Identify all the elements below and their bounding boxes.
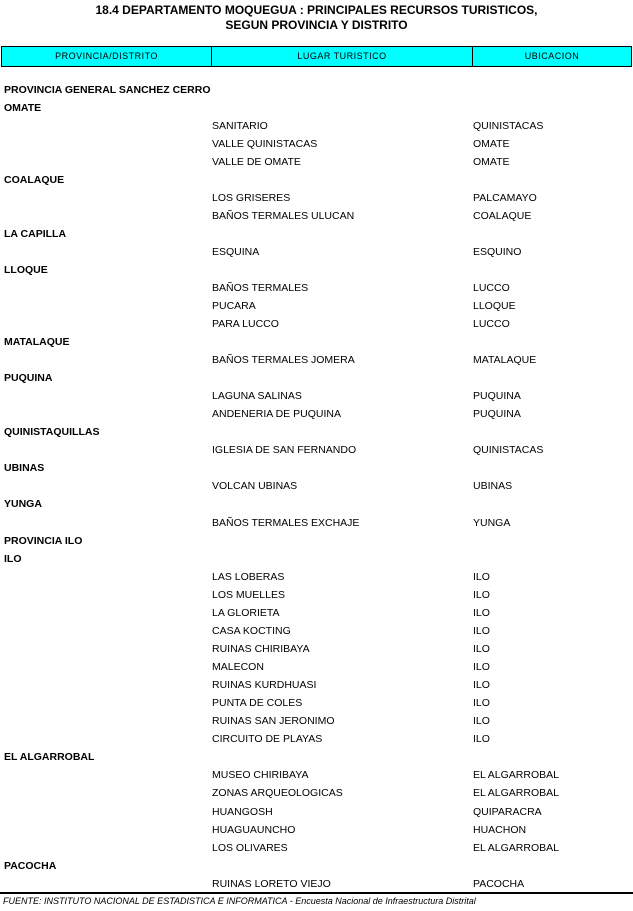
table-row (0, 477, 633, 495)
cell-provincia-distrito: OMATE (4, 102, 42, 114)
table-row (0, 189, 633, 207)
cell-lugar-turistico: LAGUNA SALINAS (212, 390, 302, 402)
table-row (0, 135, 633, 153)
table-row (0, 153, 633, 171)
group-row (0, 261, 633, 279)
cell-ubicacion: ILO (473, 607, 490, 619)
cell-lugar-turistico: SANITARIO (212, 120, 268, 132)
cell-ubicacion: ILO (473, 643, 490, 655)
cell-ubicacion: EL ALGARROBAL (473, 787, 559, 799)
cell-ubicacion: PALCAMAYO (473, 192, 537, 204)
table-subtitle: SEGUN PROVINCIA Y DISTRITO (225, 18, 408, 32)
table-row (0, 387, 633, 405)
cell-ubicacion: OMATE (473, 138, 510, 150)
table-row (0, 297, 633, 315)
cell-lugar-turistico: RUINAS KURDHUASI (212, 679, 317, 691)
group-row (0, 333, 633, 351)
cell-provincia-distrito: MATALAQUE (4, 336, 70, 348)
cell-ubicacion: MATALAQUE (473, 354, 537, 366)
group-row (0, 99, 633, 117)
cell-ubicacion: EL ALGARROBAL (473, 769, 559, 781)
group-row (0, 81, 633, 99)
table-row (0, 875, 633, 893)
cell-provincia-distrito: ILO (4, 553, 22, 565)
cell-lugar-turistico: LOS MUELLES (212, 589, 285, 601)
group-row (0, 495, 633, 513)
cell-lugar-turistico: PUNTA DE COLES (212, 697, 303, 709)
table-title: 18.4 DEPARTAMENTO MOQUEGUA : PRINCIPALES RECURSOS TURISTICOS, (95, 3, 538, 17)
table-row (0, 243, 633, 261)
cell-lugar-turistico: HUANGOSH (212, 806, 273, 818)
table-row (0, 279, 633, 297)
group-row (0, 459, 633, 477)
table-row (0, 441, 633, 459)
cell-lugar-turistico: RUINAS CHIRIBAYA (212, 643, 310, 655)
cell-lugar-turistico: MALECON (212, 661, 264, 673)
cell-lugar-turistico: BAÑOS TERMALES JOMERA (212, 354, 355, 366)
cell-ubicacion: ILO (473, 571, 490, 583)
cell-lugar-turistico: HUAGUAUNCHO (212, 824, 296, 836)
cell-ubicacion: ILO (473, 589, 490, 601)
table-row (0, 622, 633, 640)
cell-lugar-turistico: VOLCAN UBINAS (212, 480, 298, 492)
group-row (0, 171, 633, 189)
cell-lugar-turistico: BAÑOS TERMALES ULUCAN (212, 210, 355, 222)
table-row (0, 351, 633, 369)
cell-lugar-turistico: LA GLORIETA (212, 607, 280, 619)
group-row (0, 532, 633, 550)
cell-provincia-distrito: UBINAS (4, 462, 45, 474)
cell-lugar-turistico: ANDENERIA DE PUQUINA (212, 408, 341, 420)
table-row (0, 514, 633, 532)
table-row (0, 712, 633, 730)
group-row (0, 857, 633, 875)
cell-provincia-distrito: EL ALGARROBAL (4, 751, 95, 763)
cell-ubicacion: ILO (473, 697, 490, 709)
cell-lugar-turistico: BAÑOS TERMALES (212, 282, 309, 294)
cell-ubicacion: ESQUINO (473, 246, 522, 258)
cell-ubicacion: YUNGA (473, 517, 511, 529)
group-row (0, 423, 633, 441)
cell-ubicacion: PUQUINA (473, 390, 521, 402)
cell-lugar-turistico: PARA LUCCO (212, 318, 279, 330)
group-row (0, 748, 633, 766)
table-row (0, 676, 633, 694)
cell-lugar-turistico: MUSEO CHIRIBAYA (212, 769, 309, 781)
cell-ubicacion: UBINAS (473, 480, 513, 492)
cell-lugar-turistico: ZONAS ARQUEOLOGICAS (212, 787, 343, 799)
cell-lugar-turistico: VALLE QUINISTACAS (212, 138, 318, 150)
bottom-divider (0, 892, 633, 894)
header-ubicacion: UBICACION (524, 51, 580, 61)
cell-ubicacion: QUINISTACAS (473, 120, 544, 132)
cell-lugar-turistico: RUINAS LORETO VIEJO (212, 878, 331, 890)
table-row (0, 586, 633, 604)
header-lugar-turistico: LUGAR TURISTICO (212, 47, 473, 66)
table-row (0, 604, 633, 622)
header-provincia-distrito: PROVINCIA/DISTRITO (2, 47, 212, 66)
cell-ubicacion: ILO (473, 733, 490, 745)
cell-lugar-turistico: RUINAS SAN JERONIMO (212, 715, 335, 727)
cell-provincia-distrito: QUINISTAQUILLAS (4, 426, 100, 438)
table-header (1, 46, 632, 67)
group-row (0, 225, 633, 243)
cell-provincia-distrito: PACOCHA (4, 860, 57, 872)
group-row (0, 369, 633, 387)
cell-lugar-turistico: LOS OLIVARES (212, 842, 288, 854)
table-row (0, 117, 633, 135)
cell-provincia-distrito: PUQUINA (4, 372, 53, 384)
table-row (0, 839, 633, 857)
table-row (0, 405, 633, 423)
cell-ubicacion: QUINISTACAS (473, 444, 544, 456)
cell-lugar-turistico: ESQUINA (212, 246, 260, 258)
cell-lugar-turistico: PUCARA (212, 300, 256, 312)
cell-provincia-distrito: YUNGA (4, 498, 42, 510)
cell-ubicacion: COALAQUE (473, 210, 532, 222)
cell-ubicacion: HUACHON (473, 824, 527, 836)
cell-ubicacion: PUQUINA (473, 408, 521, 420)
table-row (0, 568, 633, 586)
table-row (0, 658, 633, 676)
cell-lugar-turistico: BAÑOS TERMALES EXCHAJE (212, 517, 360, 529)
table-row (0, 640, 633, 658)
cell-ubicacion: PACOCHA (473, 878, 525, 890)
cell-lugar-turistico: CIRCUITO DE PLAYAS (212, 733, 323, 745)
cell-ubicacion: ILO (473, 661, 490, 673)
table-row (0, 315, 633, 333)
cell-ubicacion: QUIPARACRA (473, 806, 542, 818)
cell-ubicacion: ILO (473, 679, 490, 691)
cell-lugar-turistico: VALLE DE OMATE (212, 156, 301, 168)
table-row (0, 803, 633, 821)
cell-ubicacion: OMATE (473, 156, 510, 168)
cell-ubicacion: LUCCO (473, 282, 510, 294)
table-row (0, 694, 633, 712)
cell-lugar-turistico: LOS GRISERES (212, 192, 291, 204)
cell-provincia-distrito: COALAQUE (4, 174, 65, 186)
cell-ubicacion: LUCCO (473, 318, 510, 330)
table-row (0, 207, 633, 225)
cell-ubicacion: LLOQUE (473, 300, 516, 312)
source-footnote: FUENTE: INSTITUTO NACIONAL DE ESTADISTICA E INFORMATICA - Encuesta Nacional de Infraestructura Distrital (3, 896, 476, 906)
cell-ubicacion: ILO (473, 625, 490, 637)
cell-provincia-distrito: LA CAPILLA (4, 228, 67, 240)
cell-ubicacion: EL ALGARROBAL (473, 842, 559, 854)
table-row (0, 730, 633, 748)
cell-lugar-turistico: LAS LOBERAS (212, 571, 285, 583)
cell-ubicacion: ILO (473, 715, 490, 727)
table-row (0, 766, 633, 784)
cell-provincia-distrito: PROVINCIA GENERAL SANCHEZ CERRO (4, 84, 211, 96)
group-row (0, 550, 633, 568)
cell-provincia-distrito: LLOQUE (4, 264, 48, 276)
cell-lugar-turistico: CASA KOCTING (212, 625, 291, 637)
table-row (0, 821, 633, 839)
cell-provincia-distrito: PROVINCIA ILO (4, 535, 83, 547)
table-row (0, 784, 633, 802)
cell-lugar-turistico: IGLESIA DE SAN FERNANDO (212, 444, 357, 456)
